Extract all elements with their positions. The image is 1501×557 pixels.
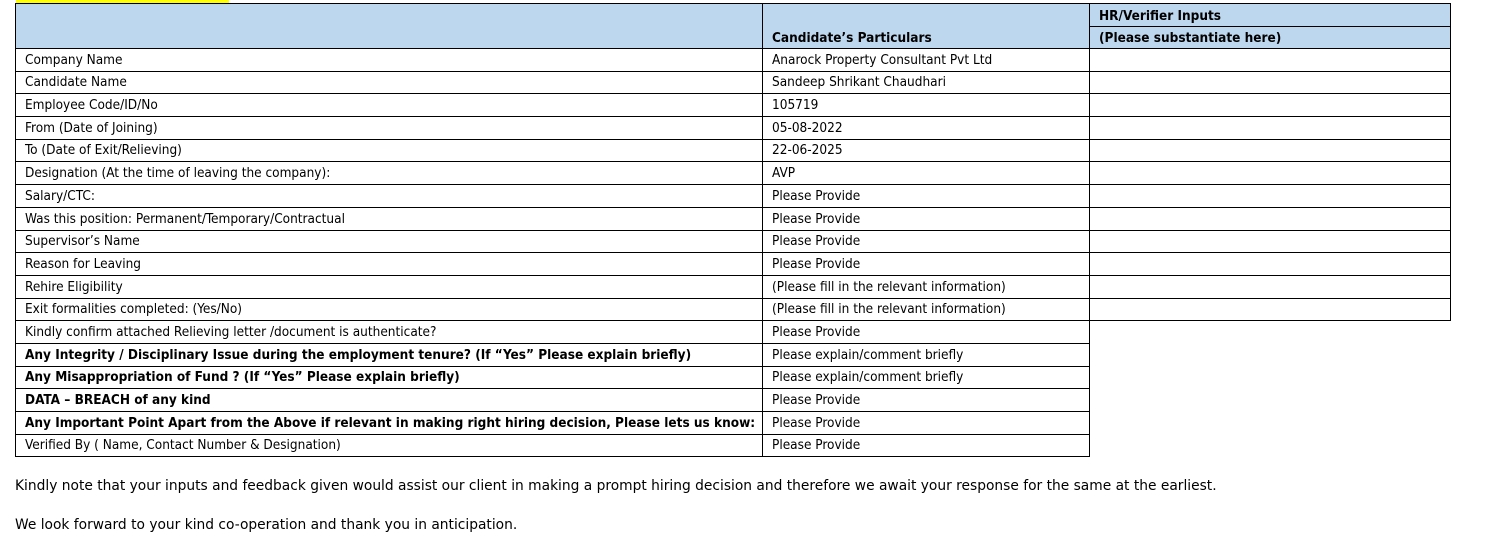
table-header-row-1 bbox=[16, 4, 1451, 27]
table-row bbox=[16, 343, 1451, 366]
row-label: To (Date of Exit/Relieving) bbox=[16, 139, 763, 162]
table-row bbox=[16, 389, 1451, 412]
table-row bbox=[16, 321, 1451, 344]
row-label: Company Name bbox=[16, 49, 763, 72]
row-label: Any Integrity / Disciplinary Issue during the employment tenure? (If “Yes” Please explain briefly) bbox=[16, 343, 763, 366]
row-label: Kindly confirm attached Relieving letter /document is authenticate? bbox=[16, 321, 763, 344]
row-candidate-value: Please Provide bbox=[763, 253, 1090, 276]
row-candidate-value: Please Provide bbox=[763, 412, 1090, 435]
row-label: Designation (At the time of leaving the company): bbox=[16, 162, 763, 185]
table-row bbox=[16, 49, 1451, 72]
header-please-substantiate: (Please substantiate here) bbox=[1090, 26, 1451, 49]
closing-note-inputs: Kindly note that your inputs and feedback given would assist our client in making a prompt hiring decision and therefore we await your response for the same at the earliest. bbox=[15, 478, 1217, 494]
row-candidate-value: Please Provide bbox=[763, 230, 1090, 253]
row-hr-input-cell[interactable] bbox=[1090, 185, 1451, 208]
row-label: Employee Code/ID/No bbox=[16, 94, 763, 117]
row-candidate-value: Anarock Property Consultant Pvt Ltd bbox=[763, 49, 1090, 72]
verification-form-table bbox=[15, 3, 1451, 457]
row-hr-input-cell[interactable] bbox=[1090, 49, 1451, 72]
row-blank-area bbox=[1090, 389, 1451, 412]
row-candidate-value: Please Provide bbox=[763, 434, 1090, 457]
row-label: Exit formalities completed: (Yes/No) bbox=[16, 298, 763, 321]
row-candidate-value: Sandeep Shrikant Chaudhari bbox=[763, 71, 1090, 94]
table-row bbox=[16, 162, 1451, 185]
row-hr-input-cell[interactable] bbox=[1090, 298, 1451, 321]
row-candidate-value: Please Provide bbox=[763, 389, 1090, 412]
table-row bbox=[16, 412, 1451, 435]
row-candidate-value: 105719 bbox=[763, 94, 1090, 117]
table-row bbox=[16, 139, 1451, 162]
table-row bbox=[16, 253, 1451, 276]
header-empty-cell bbox=[16, 4, 763, 49]
row-candidate-value: (Please fill in the relevant information) bbox=[763, 298, 1090, 321]
row-blank-area bbox=[1090, 434, 1451, 457]
table-row bbox=[16, 230, 1451, 253]
row-candidate-value: AVP bbox=[763, 162, 1090, 185]
table-row bbox=[16, 94, 1451, 117]
row-label: Verified By ( Name, Contact Number & Designation) bbox=[16, 434, 763, 457]
table-row bbox=[16, 275, 1451, 298]
row-hr-input-cell[interactable] bbox=[1090, 230, 1451, 253]
row-hr-input-cell[interactable] bbox=[1090, 162, 1451, 185]
row-label: Salary/CTC: bbox=[16, 185, 763, 208]
row-label: Any Misappropriation of Fund ? (If “Yes” Please explain briefly) bbox=[16, 366, 763, 389]
row-label: Reason for Leaving bbox=[16, 253, 763, 276]
table-row bbox=[16, 366, 1451, 389]
row-label: Rehire Eligibility bbox=[16, 275, 763, 298]
row-candidate-value: Please explain/comment briefly bbox=[763, 366, 1090, 389]
row-blank-area bbox=[1090, 412, 1451, 435]
row-blank-area bbox=[1090, 321, 1451, 344]
row-hr-input-cell[interactable] bbox=[1090, 275, 1451, 298]
row-label: Supervisor’s Name bbox=[16, 230, 763, 253]
table-row bbox=[16, 434, 1451, 457]
row-label: From (Date of Joining) bbox=[16, 117, 763, 140]
table-row bbox=[16, 71, 1451, 94]
row-label: Was this position: Permanent/Temporary/Contractual bbox=[16, 207, 763, 230]
row-hr-input-cell[interactable] bbox=[1090, 139, 1451, 162]
row-hr-input-cell[interactable] bbox=[1090, 253, 1451, 276]
header-hr-verifier-inputs: HR/Verifier Inputs bbox=[1090, 4, 1451, 27]
row-label: DATA – BREACH of any kind bbox=[16, 389, 763, 412]
row-candidate-value: Please Provide bbox=[763, 185, 1090, 208]
table-row bbox=[16, 185, 1451, 208]
row-hr-input-cell[interactable] bbox=[1090, 117, 1451, 140]
row-blank-area bbox=[1090, 366, 1451, 389]
row-candidate-value: Please explain/comment briefly bbox=[763, 343, 1090, 366]
row-candidate-value: Please Provide bbox=[763, 321, 1090, 344]
row-candidate-value: 22-06-2025 bbox=[763, 139, 1090, 162]
table-row bbox=[16, 298, 1451, 321]
row-hr-input-cell[interactable] bbox=[1090, 207, 1451, 230]
table-row bbox=[16, 207, 1451, 230]
row-blank-area bbox=[1090, 343, 1451, 366]
table-row bbox=[16, 117, 1451, 140]
row-candidate-value: Please Provide bbox=[763, 207, 1090, 230]
row-hr-input-cell[interactable] bbox=[1090, 71, 1451, 94]
header-candidate-particulars: Candidate’s Particulars bbox=[763, 4, 1090, 49]
row-hr-input-cell[interactable] bbox=[1090, 94, 1451, 117]
row-candidate-value: 05-08-2022 bbox=[763, 117, 1090, 140]
row-label: Any Important Point Apart from the Above if relevant in making right hiring decision, Please lets us know: bbox=[16, 412, 763, 435]
row-candidate-value: (Please fill in the relevant information) bbox=[763, 275, 1090, 298]
row-label: Candidate Name bbox=[16, 71, 763, 94]
closing-note-thanks: We look forward to your kind co-operation and thank you in anticipation. bbox=[15, 517, 518, 533]
